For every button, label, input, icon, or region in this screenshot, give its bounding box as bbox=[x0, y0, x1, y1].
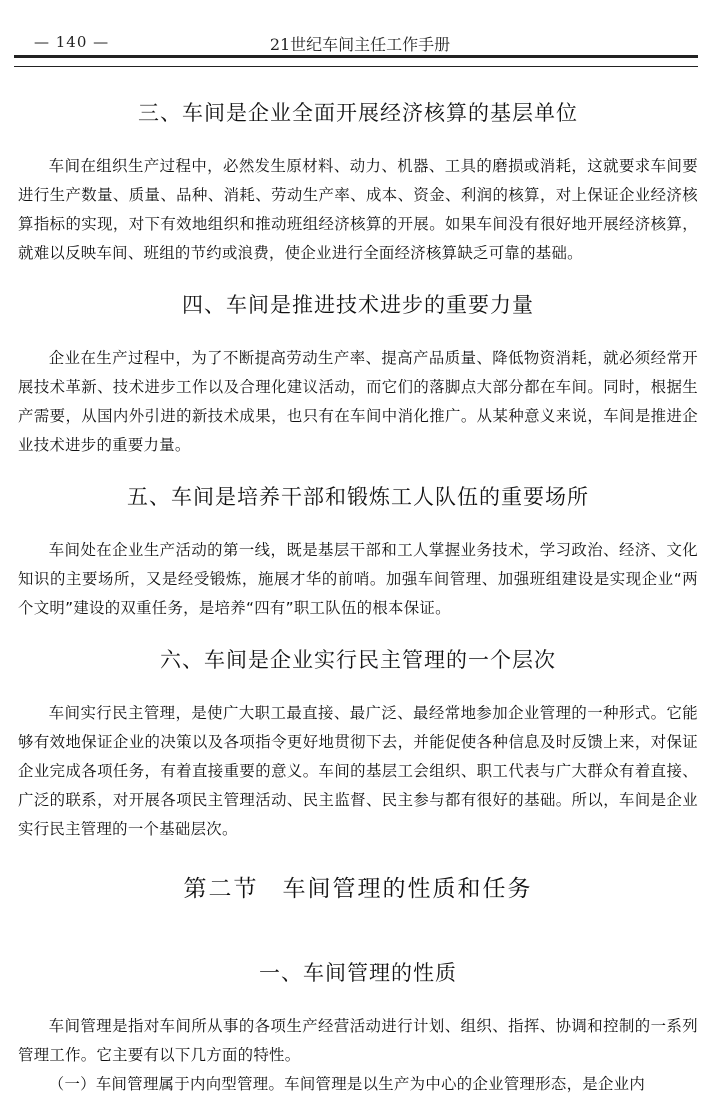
heading-section-3: 三、车间是企业全面开展经济核算的基层单位 bbox=[138, 101, 578, 125]
page-body bbox=[18, 78, 698, 1099]
running-header bbox=[22, 30, 698, 54]
heading-section-6: 六、车间是企业实行民主管理的一个层次 bbox=[160, 648, 556, 672]
paragraph-subsection-1: 车间管理是指对车间所从事的各项生产经营活动进行计划、组织、指挥、协调和控制的一系列管理工作。它主要有以下几方面的特性。 bbox=[18, 1017, 698, 1064]
page-number: — 140 — bbox=[34, 33, 110, 51]
section-label: 第二节 bbox=[183, 876, 259, 902]
paragraph-section-3: 车间在组织生产过程中，必然发生原材料、动力、机器、工具的磨损或消耗，这就要求车间要进行生产数量、质量、品种、消耗、劳动生产率、成本、资金、利润的核算，对上保证企业经济核算指标的实现，对下有效地组织和推动班组经济核算的开展。如果车间没有很好地开展经济核算，就难以反映车间、班组的节约或浪费，使企业进行全面经济核算缺乏可靠的基础。 bbox=[18, 157, 698, 262]
paragraph-section-6: 车间实行民主管理，是使广大职工最直接、最广泛、最经常地参加企业管理的一种形式。它能够有效地保证企业的决策以及各项指令更好地贯彻下去，并能促使各种信息及时反馈上来，对保证企业完成各项任务，有着直接重要的意义。车间的基层工会组织、职工代表与广大群众有着直接、广泛的联系，对开展各项民主管理活动、民主监督、民主参与都有很好的基础。所以，车间是企业实行民主管理的一个基础层次。 bbox=[18, 704, 698, 838]
header-double-rule bbox=[14, 55, 698, 67]
heading-section-4: 四、车间是推进技术进步的重要力量 bbox=[182, 293, 534, 317]
paragraph-section-4: 企业在生产过程中，为了不断提高劳动生产率、提高产品质量、降低物资消耗，就必须经常开展技术革新、技术进步工作以及合理化建议活动，而它们的落脚点大部分都在车间。同时，根据生产需要，从国内外引进的新技术成果，也只有在车间中消化推广。从某种意义来说，车间是推进企业技术进步的重要力量。 bbox=[18, 349, 698, 454]
chapter-section-title bbox=[18, 874, 698, 904]
heading-subsection-1: 一、车间管理的性质 bbox=[259, 961, 457, 985]
book-title: 21世纪车间主任工作手册 bbox=[269, 35, 451, 54]
section-title-text: 车间管理的性质和任务 bbox=[282, 876, 533, 902]
list-item-1: （一）车间管理属于内向型管理。车间管理是以生产为中心的企业管理形态，是企业内 bbox=[48, 1075, 646, 1093]
paragraph-section-5: 车间处在企业生产活动的第一线，既是基层干部和工人掌握业务技术，学习政治、经济、文化知识的主要场所，又是经受锻炼，施展才华的前哨。加强车间管理、加强班组建设是实现企业“两个文明”建设的双重任务，是培养“四有”职工队伍的根本保证。 bbox=[18, 541, 698, 617]
heading-section-5: 五、车间是培养干部和锻炼工人队伍的重要场所 bbox=[127, 485, 589, 509]
